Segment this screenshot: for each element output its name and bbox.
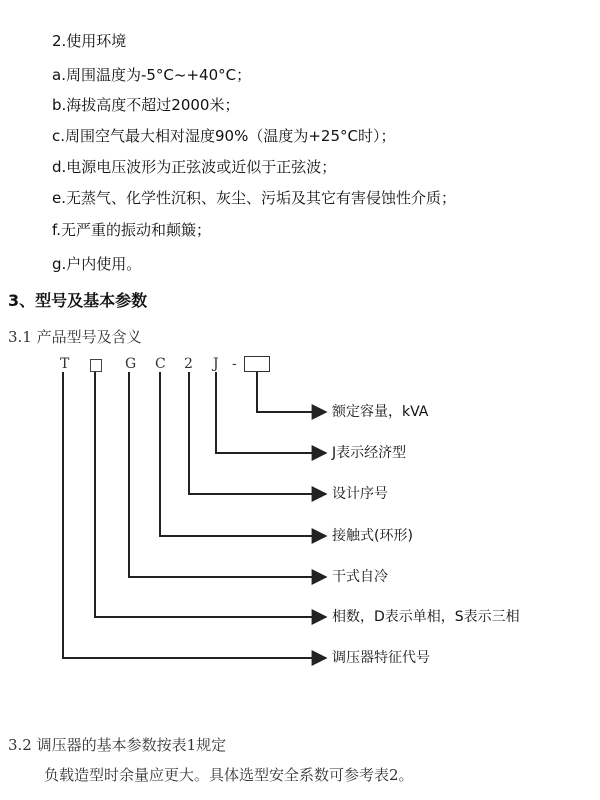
environment-title: 2.使用环境 — [52, 32, 127, 50]
meaning-dry-self-cooling: 干式自冷 — [332, 569, 388, 585]
meaning-economy-type: J表示经济型 — [332, 445, 407, 461]
model-code-c: C — [155, 356, 166, 372]
model-code-dash: - — [232, 356, 237, 372]
section-3-2-title: 3.2 调压器的基本参数按表1规定 — [8, 736, 227, 754]
connector-feature-code — [63, 372, 326, 658]
environment-item-b: b.海拔高度不超过2000米； — [52, 96, 240, 114]
environment-item-f: f.无严重的振动和颠簸； — [52, 221, 211, 239]
model-code-t: T — [60, 356, 70, 372]
environment-item-d: d.电源电压波形为正弦波或近似于正弦波； — [52, 158, 337, 176]
environment-item-a: a.周围温度为-5°C~+40°C； — [52, 66, 252, 84]
meaning-design-serial: 设计序号 — [332, 486, 388, 502]
meaning-phase-count: 相数，D表示单相，S表示三相 — [332, 609, 520, 625]
connector-capacity — [257, 372, 326, 412]
meaning-contact-type: 接触式(环形) — [332, 528, 413, 544]
environment-item-e: e.无蒸气、化学性沉积、灰尘、污垢及其它有害侵蚀性介质； — [52, 189, 456, 207]
model-code-j: J — [213, 356, 219, 372]
model-code-2: 2 — [184, 356, 193, 372]
section-3-2-body: 负载造型时余量应更大。具体选型安全系数可参考表2。 — [44, 766, 414, 784]
meaning-feature-code: 调压器特征代号 — [332, 650, 430, 666]
environment-item-g: g.户内使用。 — [52, 255, 142, 273]
section-3-1-title: 3.1 产品型号及含义 — [8, 328, 142, 346]
environment-item-c: c.周围空气最大相对湿度90%（温度为+25°C时）； — [52, 127, 396, 145]
meaning-rated-capacity: 额定容量，kVA — [332, 404, 429, 420]
model-code-g: G — [125, 356, 137, 372]
section-3-title: 3、型号及基本参数 — [8, 291, 148, 310]
connector-dry-cooling — [129, 372, 326, 577]
